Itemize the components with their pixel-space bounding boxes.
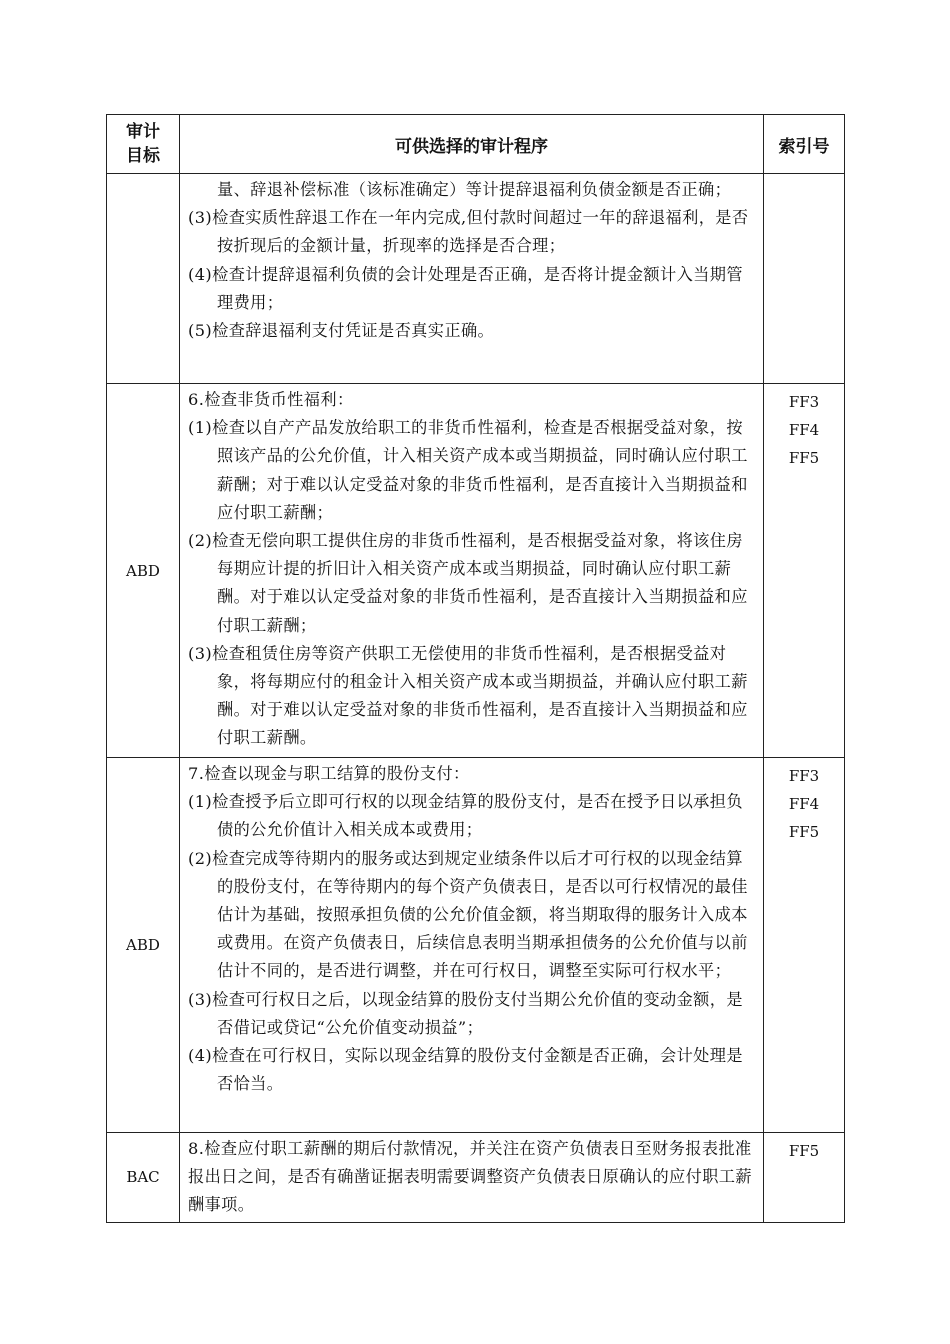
table-row (107, 384, 845, 758)
index-ref: FF3 (788, 767, 820, 785)
index-ref: FF4 (788, 421, 820, 439)
row-goal: ABD (107, 758, 180, 1133)
procedure-line: (3)检查租赁住房等资产供职工无偿使用的非货币性福利，是否根据受益对象，将每期应付的租金计入相关资产成本或当期损益，并确认应付职工薪酬。对于难以认定受益对象的非货币性福利，是否直接计入当期损益和应付职工薪酬。 (188, 643, 748, 748)
index-ref: FF5 (788, 823, 820, 841)
procedure-line: (4)检查在可行权日，实际以现金结算的股份支付金额是否正确，会计处理是否恰当。 (188, 1046, 743, 1094)
header-procedure: 可供选择的审计程序 (180, 115, 764, 174)
procedure-line: 6.检查非货币性福利： (188, 390, 354, 409)
index-ref: FF5 (788, 1142, 820, 1160)
table-row (107, 174, 845, 384)
procedure-line: 量、辞退补偿标准（该标准确定）等计提辞退福利负债金额是否正确； (217, 180, 732, 199)
index-ref: FF5 (788, 449, 820, 467)
procedure-line: (1)检查以自产产品发放给职工的非货币性福利，检查是否根据受益对象，按照该产品的公允价值，计入相关资产成本或当期损益，同时确认应付职工薪酬；对于难以认定受益对象的非货币性福利，是否直接计入当期损益和应付职工薪酬； (188, 418, 748, 522)
row-goal (107, 174, 180, 384)
procedure-line: (5)检查辞退福利支付凭证是否真实正确。 (188, 321, 495, 341)
header-goal-line1: 审计 (126, 122, 160, 142)
procedure-line: (2)检查无偿向职工提供住房的非货币性福利，是否根据受益对象，将该住房每期应计提的折旧计入相关资产成本或当期损益，同时确认应付职工薪酬。对于难以认定受益对象的非货币性福利，是否直接计入当期损益和应付职工薪酬； (188, 531, 748, 635)
row-procedure (180, 1133, 764, 1223)
row-index (764, 174, 845, 384)
row-procedure (180, 758, 764, 1133)
row-goal: BAC (107, 1133, 180, 1223)
index-ref: FF3 (788, 393, 820, 411)
row-procedure (180, 174, 764, 384)
table-row (107, 758, 845, 1133)
row-index (764, 384, 845, 758)
row-procedure (180, 384, 764, 758)
row-index (764, 1133, 845, 1223)
row-index (764, 758, 845, 1133)
header-index: 索引号 (764, 115, 845, 174)
row-goal: ABD (107, 384, 180, 758)
procedure-line: (2)检查完成等待期内的服务或达到规定业绩条件以后才可行权的以现金结算的股份支付，在等待期内的每个资产负债表日，是否以可行权情况的最佳估计为基础，按照承担负债的公允价值金额，将当期取得的服务计入成本或费用。在资产负债表日，后续信息表明当期承担债务的公允价值与以前估计不同的，是否进行调整，并在可行权日，调整至实际可行权水平； (188, 848, 748, 981)
table-header-row (107, 115, 845, 174)
procedure-line: 7.检查以现金与职工结算的股份支付： (188, 764, 470, 783)
table-row (107, 1133, 845, 1223)
procedure-line: 8.检查应付职工薪酬的期后付款情况，并关注在资产负债表日至财务报表批准报出日之间，是否有确凿证据表明需要调整资产负债表日原确认的应付职工薪酬事项。 (188, 1139, 752, 1215)
procedure-line: (3)检查实质性辞退工作在一年内完成,但付款时间超过一年的辞退福利，是否按折现后的金额计量，折现率的选择是否合理； (188, 208, 749, 256)
index-ref: FF4 (788, 795, 820, 813)
procedure-line: (4)检查计提辞退福利负债的会计处理是否正确，是否将计提金额计入当期管理费用； (188, 264, 743, 312)
audit-procedure-table (106, 114, 845, 1223)
header-audit-goal (107, 115, 180, 174)
header-goal-line2: 目标 (126, 146, 160, 166)
procedure-line: (3)检查可行权日之后，以现金结算的股份支付当期公允价值的变动金额，是否借记或贷记“公允价值变动损益”； (188, 989, 743, 1037)
procedure-line: (1)检查授予后立即可行权的以现金结算的股份支付，是否在授予日以承担负债的公允价值计入相关成本或费用； (188, 792, 743, 840)
